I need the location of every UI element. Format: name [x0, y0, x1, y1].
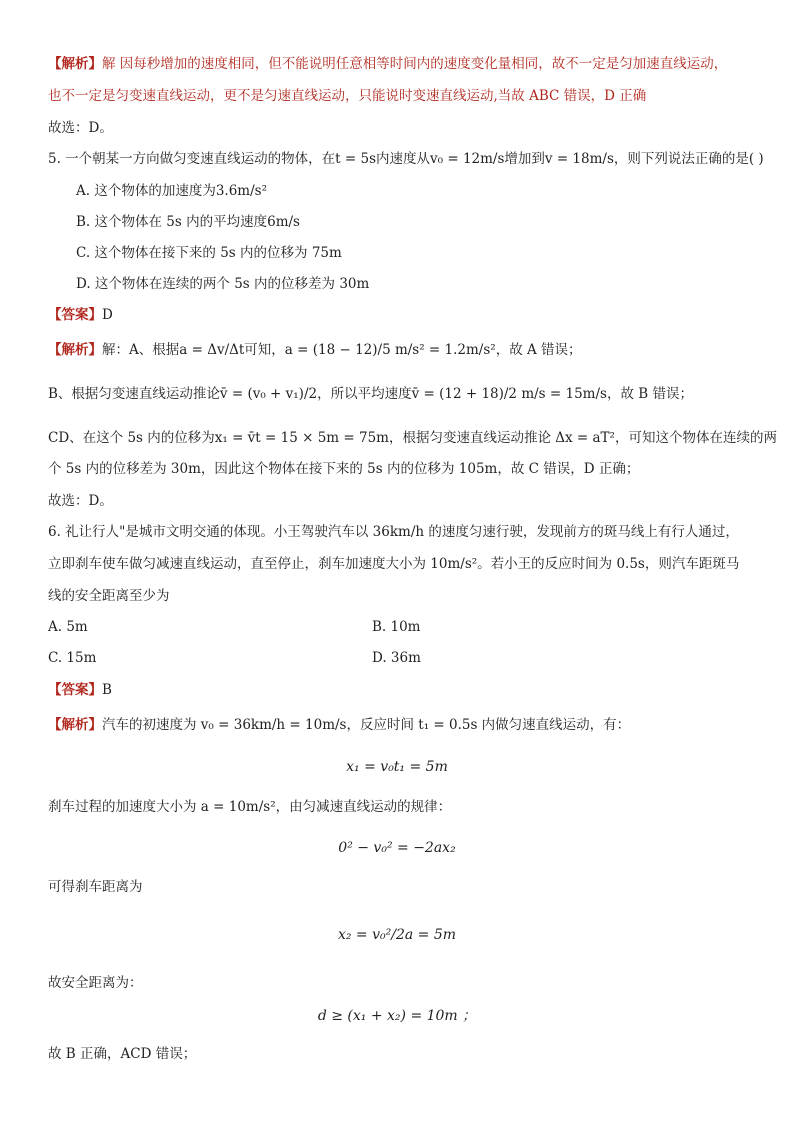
- q6-analysis-line3: 可得刹车距离为: [48, 879, 143, 895]
- q5-analysis-b: B、根据匀变速直线运动推论v̄ = (v₀ + v₁)/2，所以平均速度v̄ = (12 + 18)/2 m/s = 15m/s，故 B 错误；: [48, 386, 693, 402]
- q4-choose: 故选：D。: [48, 120, 113, 136]
- answer-tag: 【答案】: [48, 682, 102, 698]
- q5-option-d: D. 这个物体在连续的两个 5s 内的位移差为 30m: [76, 276, 370, 292]
- q5-answer: [48, 305, 113, 325]
- answer-value: B: [102, 682, 112, 698]
- q6-conclusion: 故 B 正确，ACD 错误；: [48, 1046, 197, 1062]
- q6-answer: [48, 680, 112, 700]
- q5-analysis-cd1: CD、在这个 5s 内的位移为x₁ = v̄t = 15 × 5m = 75m，根据匀变速直线运动推论 Δx = aT²，可知这个物体在连续的两: [48, 430, 777, 446]
- analysis-text: 汽车的初速度为 v₀ = 36km/h = 10m/s，反应时间 t₁ = 0.5s 内做匀速直线运动，有：: [102, 717, 631, 733]
- equation-1: x₁ = v₀t₁ = 5m: [346, 759, 448, 775]
- q5-choose: 故选：D。: [48, 493, 113, 509]
- q5-option-a: A. 这个物体的加速度为3.6m/s²: [76, 183, 267, 199]
- answer-value: D: [102, 307, 113, 323]
- q4-analysis-line2: 也不一定是匀变速直线运动，更不是匀速直线运动，只能说时变速直线运动,当故 ABC 错误，D 正确: [48, 88, 647, 104]
- equation-4: d ≥ (x₁ + x₂) = 10m ；: [317, 1008, 477, 1024]
- q6-option-a: A. 5m: [48, 619, 88, 635]
- q5-analysis-cd2: 个 5s 内的位移差为 30m，因此这个物体在接下来的 5s 内的位移为 105m，故 C 错误，D 正确；: [48, 461, 640, 477]
- q4-analysis-line1: [48, 54, 727, 74]
- equation-3: x₂ = v₀²/2a = 5m: [337, 927, 457, 943]
- q6-analysis-line2: 刹车过程的加速度大小为 a = 10m/s²，由匀减速直线运动的规律：: [48, 799, 452, 815]
- q6-option-b: B. 10m: [372, 619, 421, 635]
- q6-option-d: D. 36m: [372, 650, 421, 666]
- q6-analysis-line1: [48, 715, 630, 735]
- q5-analysis-a: [48, 340, 582, 360]
- analysis-tag: 【解析】: [48, 717, 102, 733]
- equation-2: 0² − v₀² = −2ax₂: [338, 840, 456, 856]
- q6-stem-line1: 6. 礼让行人"是城市文明交通的体现。小王驾驶汽车以 36km/h 的速度匀速行驶，发现前方的斑马线上有行人通过，: [48, 524, 739, 540]
- q5-option-b: B. 这个物体在 5s 内的平均速度6m/s: [76, 214, 300, 230]
- q6-stem-line2: 立即刹车使车做匀减速直线运动，直至停止，刹车加速度大小为 10m/s²。若小王的反应时间为 0.5s，则汽车距斑马: [48, 556, 740, 572]
- q6-analysis-line4: 故安全距离为：: [48, 975, 143, 991]
- q5-stem: 5. 一个朝某一方向做匀变速直线运动的物体，在t = 5s内速度从v₀ = 12m/s增加到v = 18m/s，则下列说法正确的是( ): [48, 151, 764, 167]
- answer-tag: 【答案】: [48, 307, 102, 323]
- analysis-tag: 【解析】: [48, 342, 102, 358]
- q6-stem-line3: 线的安全距离至少为: [48, 588, 170, 604]
- analysis-text: 解：A、根据a = Δv/Δt可知，a = (18 − 12)/5 m/s² = 1.2m/s²，故 A 错误；: [102, 342, 582, 358]
- analysis-text: 解 因每秒增加的速度相同，但不能说明任意相等时间内的速度变化量相同，故不一定是匀加速直线运动，: [102, 56, 728, 72]
- q5-option-c: C. 这个物体在接下来的 5s 内的位移为 75m: [76, 245, 342, 261]
- analysis-tag: 【解析】: [48, 56, 102, 72]
- q6-option-c: C. 15m: [48, 650, 97, 666]
